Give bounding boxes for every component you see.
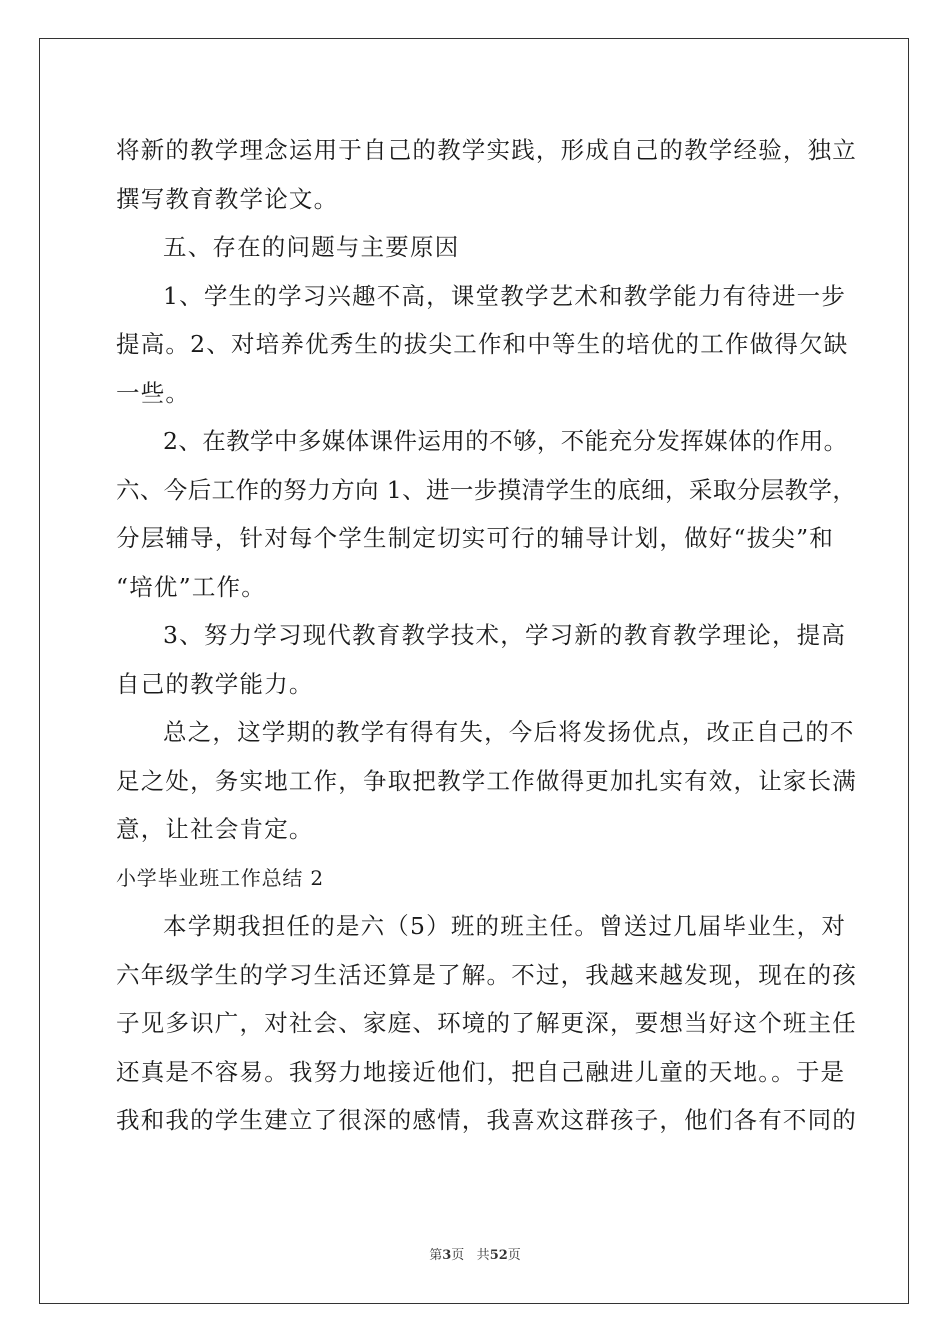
total-pages: 52 bbox=[489, 1248, 508, 1263]
page-footer bbox=[0, 1244, 950, 1263]
document-body bbox=[116, 126, 857, 1145]
page-number: 3 bbox=[442, 1248, 452, 1263]
paragraph-line: 一些。 bbox=[116, 378, 191, 407]
paragraph-line: 足之处，务实地工作，争取把教学工作做得更加扎实有效，让家长满 bbox=[116, 766, 857, 795]
paragraph-line: “培优”工作。 bbox=[116, 572, 266, 601]
paragraph-line: 2、在教学中多媒体课件运用的不够，不能充分发挥媒体的作用。 bbox=[163, 427, 848, 455]
paragraph-line: 总之，这学期的教学有得有失，今后将发扬优点，改正自己的不 bbox=[163, 718, 855, 746]
paragraph-line: 六、今后工作的努力方向 1、进一步摸清学生的底细，采取分层教学， bbox=[116, 475, 857, 504]
paragraph-line: 分层辅导，针对每个学生制定切实可行的辅导计划，做好“拔尖”和 bbox=[116, 524, 835, 552]
paragraph-line: 意，让社会肯定。 bbox=[116, 815, 314, 843]
page-suffix: 页 bbox=[451, 1248, 465, 1263]
paragraph-line: 我和我的学生建立了很深的感情，我喜欢这群孩子，他们各有不同的 bbox=[116, 1106, 857, 1134]
total-suffix: 页 bbox=[507, 1248, 521, 1263]
page-prefix: 第 bbox=[429, 1248, 443, 1263]
section-heading: 五、存在的问题与主要原因 bbox=[163, 233, 460, 261]
paragraph-line: 子见多识广，对社会、家庭、环境的了解更深，要想当好这个班主任 bbox=[116, 1009, 857, 1037]
paragraph-line: 1、学生的学习兴趣不高，课堂教学艺术和教学能力有待进一步 bbox=[163, 281, 847, 310]
paragraph-line: 自己的教学能力。 bbox=[116, 669, 314, 698]
paragraph-line: 撰写教育教学论文。 bbox=[116, 184, 339, 213]
article-title: 小学毕业班工作总结 2 bbox=[116, 865, 324, 890]
paragraph-line: 提高。2、对培养优秀生的拔尖工作和中等生的培优的工作做得欠缺 bbox=[116, 330, 849, 358]
paragraph-line: 本学期我担任的是六（5）班的班主任。曾送过几届毕业生，对 bbox=[163, 912, 847, 940]
total-prefix: 共 bbox=[476, 1248, 490, 1263]
paragraph-line: 六年级学生的学习生活还算是了解。不过，我越来越发现，现在的孩 bbox=[116, 960, 857, 989]
paragraph-line: 将新的教学理念运用于自己的教学实践，形成自己的教学经验，独立 bbox=[116, 136, 857, 164]
paragraph-line: 还真是不容易。我努力地接近他们，把自己融进儿童的天地。。于是 bbox=[116, 1057, 846, 1086]
paragraph-line: 3、努力学习现代教育教学技术，学习新的教育教学理论，提高 bbox=[163, 621, 847, 649]
